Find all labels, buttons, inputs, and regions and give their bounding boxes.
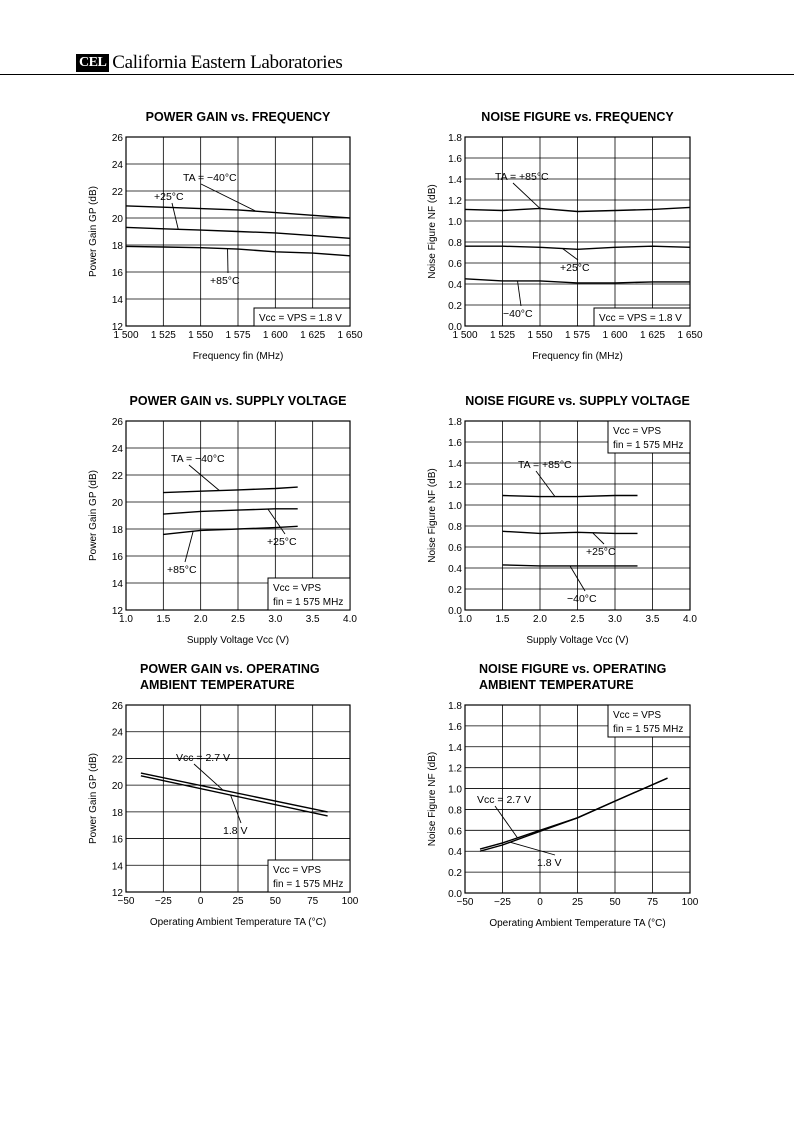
y-tick-label: 0.6 [448, 826, 462, 838]
x-tick-label: 25 [232, 896, 244, 907]
y-tick-label: 26 [111, 701, 123, 712]
chart-title: NOISE FIGURE vs. SUPPLY VOLTAGE [465, 394, 690, 408]
x-tick-label: −50 [117, 896, 135, 907]
series-line [163, 509, 297, 514]
series-line [503, 531, 638, 533]
x-tick-label: 4.0 [683, 614, 697, 625]
x-tick-label: 1 525 [150, 330, 176, 341]
y-tick-label: 26 [111, 133, 123, 144]
y-tick-label: 12 [111, 606, 123, 617]
y-tick-label: 0.0 [448, 889, 462, 900]
series-leader-line [518, 281, 522, 306]
x-axis-label: Frequency fin (MHz) [532, 351, 623, 362]
x-tick-label: 75 [646, 897, 659, 908]
y-tick-label: 1.0 [448, 217, 462, 228]
x-tick-label: 1 550 [527, 330, 553, 341]
y-tick-label: 1.8 [448, 417, 462, 428]
y-tick-label: 18 [111, 807, 123, 819]
series-leader-line [510, 842, 555, 855]
conditions-text: fin = 1 575 MHz [273, 597, 344, 608]
y-axis-label: Power Gain GP (dB) [88, 753, 99, 844]
conditions-text: fin = 1 575 MHz [613, 724, 684, 735]
series-leader-line [185, 531, 193, 562]
series-leader-line [231, 795, 241, 823]
chart-title: AMBIENT TEMPERATURE [140, 678, 295, 692]
y-tick-label: 0.8 [448, 238, 462, 249]
x-tick-label: 1 575 [225, 330, 251, 341]
y-tick-label: 16 [111, 834, 123, 846]
chart-title: POWER GAIN vs. OPERATING [140, 662, 320, 676]
x-tick-label: 2.0 [193, 614, 208, 625]
series-leader-line [189, 465, 219, 491]
series-label: Vcc = 2.7 V [477, 794, 531, 806]
series-leader-line [194, 764, 223, 790]
series-label: 1.8 V [537, 857, 562, 869]
x-tick-label: −50 [456, 897, 474, 908]
y-tick-label: 0.4 [448, 847, 462, 859]
x-tick-label: 75 [307, 896, 319, 907]
y-tick-label: 22 [111, 187, 123, 198]
series-leader-line [495, 806, 518, 838]
x-tick-label: 3.0 [608, 614, 622, 625]
y-tick-label: 24 [111, 727, 123, 739]
x-tick-label: −25 [154, 896, 172, 907]
y-tick-label: 1.2 [448, 196, 462, 207]
y-axis-label: Noise Figure NF (dB) [427, 184, 438, 279]
y-tick-label: 20 [111, 214, 123, 225]
y-tick-label: 1.4 [448, 742, 462, 754]
series-line [163, 526, 297, 534]
y-tick-label: 1.4 [448, 459, 462, 470]
y-tick-label: 16 [111, 268, 123, 279]
series-label: TA = −40°C [183, 172, 237, 184]
x-tick-label: 1.5 [156, 614, 171, 625]
x-axis-label: Supply Voltage Vcc (V) [186, 635, 290, 646]
x-axis-label: Supply Voltage Vcc (V) [526, 635, 629, 646]
y-tick-label: 26 [111, 417, 123, 428]
series-line [163, 487, 297, 493]
series-leader-line [593, 533, 605, 544]
series-leader-line [513, 183, 540, 208]
series-label: 1.8 V [223, 825, 248, 837]
series-line [480, 778, 668, 851]
y-tick-label: 22 [111, 754, 123, 766]
x-tick-label: 1 500 [452, 330, 478, 341]
series-label: −40°C [503, 308, 533, 320]
x-tick-label: 3.5 [305, 614, 320, 625]
y-tick-label: 14 [111, 579, 123, 590]
y-tick-label: 1.4 [448, 175, 462, 186]
company-name: California Eastern Laboratories [112, 52, 343, 73]
y-tick-label: 0.2 [448, 301, 462, 312]
x-tick-label: 25 [571, 897, 584, 908]
x-tick-label: 1 625 [300, 330, 326, 341]
chart-6 [427, 662, 699, 929]
x-tick-label: 1 650 [677, 330, 703, 341]
series-leader-line [563, 249, 579, 260]
y-axis-label: Noise Figure NF (dB) [427, 751, 438, 847]
x-tick-label: 4.0 [343, 614, 357, 625]
y-tick-label: 0.0 [448, 606, 462, 617]
series-label: −40°C [567, 593, 597, 605]
series-leader-line [201, 184, 256, 211]
series-line [141, 776, 328, 816]
conditions-text: Vcc = VPS = 1.8 V [259, 313, 342, 324]
x-tick-label: 3.0 [268, 614, 283, 625]
conditions-text: Vcc = VPS [613, 710, 662, 721]
chart-5 [88, 662, 359, 928]
y-tick-label: 0.6 [448, 543, 462, 554]
x-tick-label: 3.5 [645, 614, 660, 625]
y-tick-label: 20 [111, 498, 123, 509]
chart-4 [427, 394, 697, 646]
conditions-text: Vcc = VPS [273, 583, 322, 594]
x-tick-label: 1 600 [602, 330, 628, 341]
y-tick-label: 14 [111, 295, 123, 306]
x-tick-label: 1 600 [262, 330, 288, 341]
y-axis-label: Noise Figure NF (dB) [427, 468, 438, 563]
chart-title: POWER GAIN vs. FREQUENCY [145, 110, 331, 124]
x-tick-label: 100 [341, 896, 359, 907]
y-tick-label: 18 [111, 241, 123, 252]
x-tick-label: 0 [537, 897, 543, 908]
series-label: +25°C [560, 262, 590, 274]
conditions-text: fin = 1 575 MHz [613, 440, 684, 451]
x-tick-label: 2.0 [533, 614, 547, 625]
y-tick-label: 12 [111, 322, 123, 333]
x-tick-label: 2.5 [231, 614, 245, 625]
x-tick-label: 1 625 [639, 330, 666, 341]
y-axis-label: Power Gain GP (dB) [88, 186, 99, 277]
series-label: +85°C [210, 275, 240, 287]
series-line [503, 565, 638, 566]
x-axis-label: Operating Ambient Temperature TA (°C) [149, 917, 327, 928]
series-label: Vcc = 2.7 V [176, 752, 230, 764]
x-tick-label: 50 [609, 897, 621, 908]
y-tick-label: 1.6 [448, 438, 462, 449]
y-tick-label: 1.0 [448, 501, 462, 512]
x-tick-label: 1 500 [113, 330, 139, 341]
series-label: +25°C [154, 191, 184, 203]
y-tick-label: 1.2 [448, 763, 462, 775]
x-tick-label: 1 525 [489, 330, 516, 341]
y-tick-label: 0.4 [448, 280, 462, 291]
chart-title: AMBIENT TEMPERATURE [479, 678, 634, 692]
y-tick-label: 12 [111, 888, 123, 899]
y-tick-label: 20 [111, 781, 123, 793]
y-tick-label: 0.6 [448, 259, 462, 270]
y-tick-label: 0.8 [448, 805, 462, 817]
conditions-text: Vcc = VPS [613, 426, 662, 437]
y-tick-label: 0.0 [448, 322, 462, 333]
y-tick-label: 1.2 [448, 480, 462, 491]
y-tick-label: 16 [111, 552, 123, 563]
chart-title: POWER GAIN vs. SUPPLY VOLTAGE [129, 394, 347, 408]
x-tick-label: 2.5 [570, 614, 585, 625]
x-tick-label: 1.0 [119, 614, 133, 625]
y-axis-label: Power Gain GP (dB) [88, 470, 99, 561]
series-label: TA = −40°C [171, 453, 225, 465]
y-tick-label: 1.8 [448, 701, 462, 712]
chart-title: NOISE FIGURE vs. FREQUENCY [481, 110, 674, 124]
x-tick-label: 1 650 [337, 330, 363, 341]
x-tick-label: 1.5 [495, 614, 510, 625]
series-label: +25°C [267, 536, 297, 548]
chart-2 [427, 110, 703, 362]
series-line [503, 496, 638, 497]
y-tick-label: 0.2 [448, 585, 462, 596]
y-tick-label: 24 [111, 444, 123, 455]
y-tick-label: 0.8 [448, 522, 462, 533]
chart-3 [88, 394, 357, 646]
series-label: TA = +85°C [518, 459, 572, 471]
y-tick-label: 1.8 [448, 133, 462, 144]
x-tick-label: 1.0 [458, 614, 472, 625]
series-label: TA = +85°C [495, 171, 549, 183]
y-tick-label: 0.2 [448, 868, 462, 880]
x-tick-label: 1 550 [188, 330, 214, 341]
y-tick-label: 1.6 [448, 721, 462, 733]
x-tick-label: 100 [681, 897, 699, 908]
x-tick-label: 50 [269, 896, 281, 907]
company-logo: CEL [76, 54, 109, 72]
x-tick-label: 0 [197, 896, 204, 907]
y-tick-label: 24 [111, 160, 123, 171]
x-axis-label: Operating Ambient Temperature TA (°C) [489, 918, 666, 929]
conditions-text: fin = 1 575 MHz [273, 879, 344, 890]
x-tick-label: −25 [494, 897, 511, 908]
chart-title: NOISE FIGURE vs. OPERATING [479, 662, 667, 676]
y-tick-label: 1.0 [448, 784, 462, 796]
series-label: +25°C [586, 546, 616, 558]
chart-1 [88, 110, 363, 362]
y-tick-label: 18 [111, 525, 123, 536]
x-tick-label: 1 575 [564, 330, 591, 341]
y-tick-label: 14 [111, 861, 123, 873]
conditions-text: Vcc = VPS = 1.8 V [599, 313, 682, 324]
y-tick-label: 1.6 [448, 154, 462, 165]
series-label: +85°C [167, 564, 197, 576]
conditions-text: Vcc = VPS [273, 865, 322, 876]
x-axis-label: Frequency fin (MHz) [192, 351, 284, 362]
series-leader-line [268, 509, 285, 534]
y-tick-label: 0.4 [448, 564, 462, 575]
y-tick-label: 22 [111, 471, 123, 482]
